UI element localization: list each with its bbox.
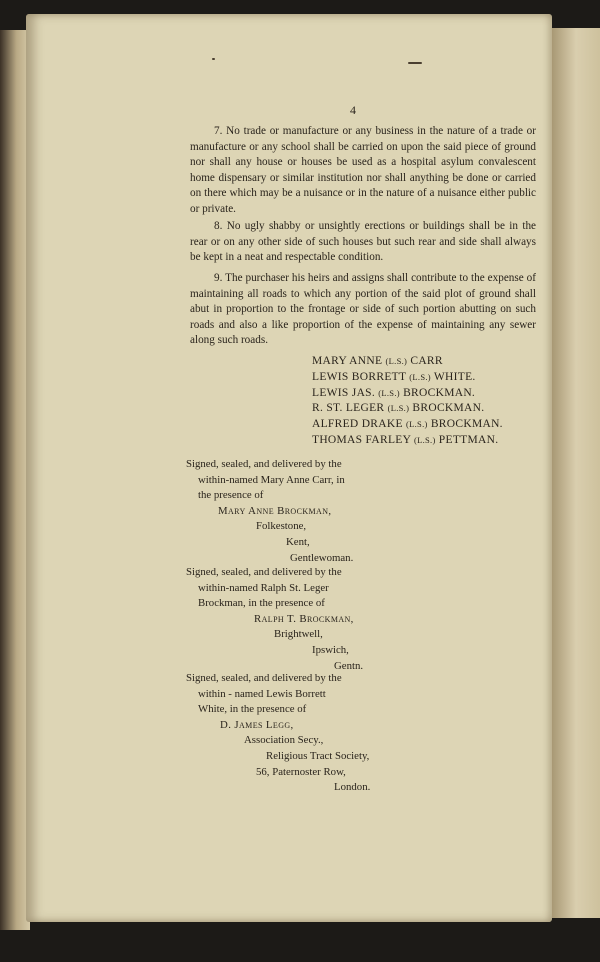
ink-speck	[408, 62, 422, 64]
clause-text: No ugly shabby or unsightly erections or buildings shall be in the rear or on any other side of such houses but such rear and side shall always be kept in a neat and respectable condition.	[190, 220, 537, 263]
page-number: 4	[350, 103, 356, 117]
facing-page-edge	[552, 28, 600, 918]
signatory-line: LEWIS JAS. (L.S.) BROCKMAN.	[312, 386, 476, 399]
signatory-block	[312, 354, 542, 449]
signatory-line: ALFRED DRAKE (L.S.) BROCKMAN.	[312, 418, 503, 431]
clause-number: 8.	[214, 220, 223, 232]
clause-9	[190, 271, 536, 349]
witness-name: Mary Anne Brockman,	[218, 504, 332, 517]
attestation-clause-3: Signed, sealed, and delivered by the within - named Lewis Borrett White, in the presence of D. James Legg, Association Secy., Religious Tract Society, 56, Paternoster Row, London.	[186, 671, 406, 796]
clause-7	[190, 124, 536, 217]
signatory-line: MARY ANNE (L.S.) CARR	[312, 355, 443, 367]
ink-speck	[212, 58, 215, 60]
clause-number: 7.	[214, 125, 223, 137]
clause-text: No trade or manufacture or any business in the nature of a trade or manufacture or any school shall be carried on upon the said piece of ground nor shall any house or houses be used as a hospital asylum convalescent home dispensary or similar institution nor shall anything be done or carried on there which may be a nuisance or in the nature of a nuisance either public or private.	[190, 125, 536, 215]
clause-8	[190, 219, 536, 266]
attestation-clause-2: Signed, sealed, and delivered by the within-named Ralph St. Leger Brockman, in the presence of Ralph T. Brockman, Brightwell, Ipswich, Gentn.	[186, 565, 406, 674]
clause-number: 9.	[214, 272, 223, 284]
signatory-line: LEWIS BORRETT (L.S.) WHITE.	[312, 370, 476, 383]
clause-text: The purchaser his heirs and assigns shall contribute to the expense of maintaining all roads to which any portion of the said plot of ground shall abut in proportion to the frontage or side of such portion abutting on such roads and also a like proportion of the expense of maintaining any sewer along such roads.	[190, 272, 536, 346]
signatory-line: R. ST. LEGER (L.S.) BROCKMAN.	[312, 402, 485, 415]
witness-name: D. James Legg,	[220, 718, 294, 731]
attestation-clause-1: Signed, sealed, and delivered by the within-named Mary Anne Carr, in the presence of Mary Anne Brockman, Folkestone, Kent, Gentlewoman.	[186, 457, 406, 566]
witness-name: Ralph T. Brockman,	[254, 612, 354, 625]
signatory-line: THOMAS FARLEY (L.S.) PETTMAN.	[312, 433, 499, 446]
